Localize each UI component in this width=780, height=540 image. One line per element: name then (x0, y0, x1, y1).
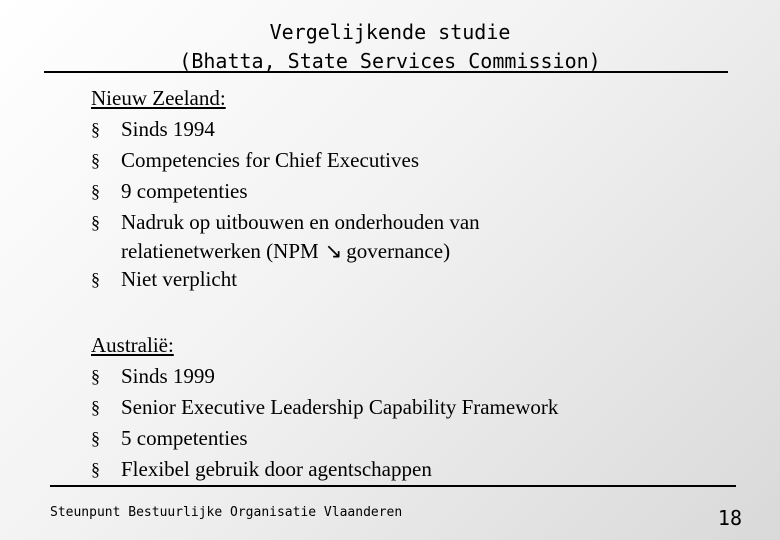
list-item: § 5 competenties (91, 423, 558, 454)
bullet-list (91, 114, 480, 295)
list-item: § Flexibel gebruik door agentschappen (91, 454, 558, 485)
bullet-icon: § (91, 366, 100, 386)
list-item: § Niet verplicht (91, 264, 480, 295)
bullet-icon: § (91, 212, 100, 232)
section-new-zealand (91, 83, 480, 295)
section-australia (91, 330, 558, 485)
bullet-list (91, 361, 558, 485)
slide-title-line2: (Bhatta, State Services Commission) (179, 49, 601, 73)
bullet-icon: § (91, 459, 100, 479)
bullet-icon: § (91, 150, 100, 170)
list-item: § 9 competenties (91, 176, 480, 207)
list-item-continuation: relatienetwerken (NPM ↘ governance) (121, 239, 451, 263)
list-item: § Competencies for Chief Executives (91, 145, 480, 176)
bullet-icon: § (91, 428, 100, 448)
bullet-icon: § (91, 397, 100, 417)
bullet-icon: § (91, 181, 100, 201)
bullet-icon: § (91, 119, 100, 139)
list-item: § Sinds 1994 (91, 114, 480, 145)
title-divider (44, 71, 728, 73)
list-item: § Nadruk op uitbouwen en onderhouden van relatienetwerken (NPM ↘ governance) (91, 207, 480, 264)
arrow-icon: ↘ (324, 239, 343, 263)
footer-divider (50, 485, 736, 487)
list-item: § Senior Executive Leadership Capability Framework (91, 392, 558, 423)
section-heading: Australië: (91, 333, 174, 357)
list-item: § Sinds 1999 (91, 361, 558, 392)
footer-text: Steunpunt Bestuurlijke Organisatie Vlaanderen (50, 505, 403, 520)
slide-title-line1: Vergelijkende studie (269, 20, 511, 44)
page-number: 18 (717, 506, 742, 530)
section-heading: Nieuw Zeeland: (91, 86, 226, 110)
bullet-icon: § (91, 269, 100, 289)
